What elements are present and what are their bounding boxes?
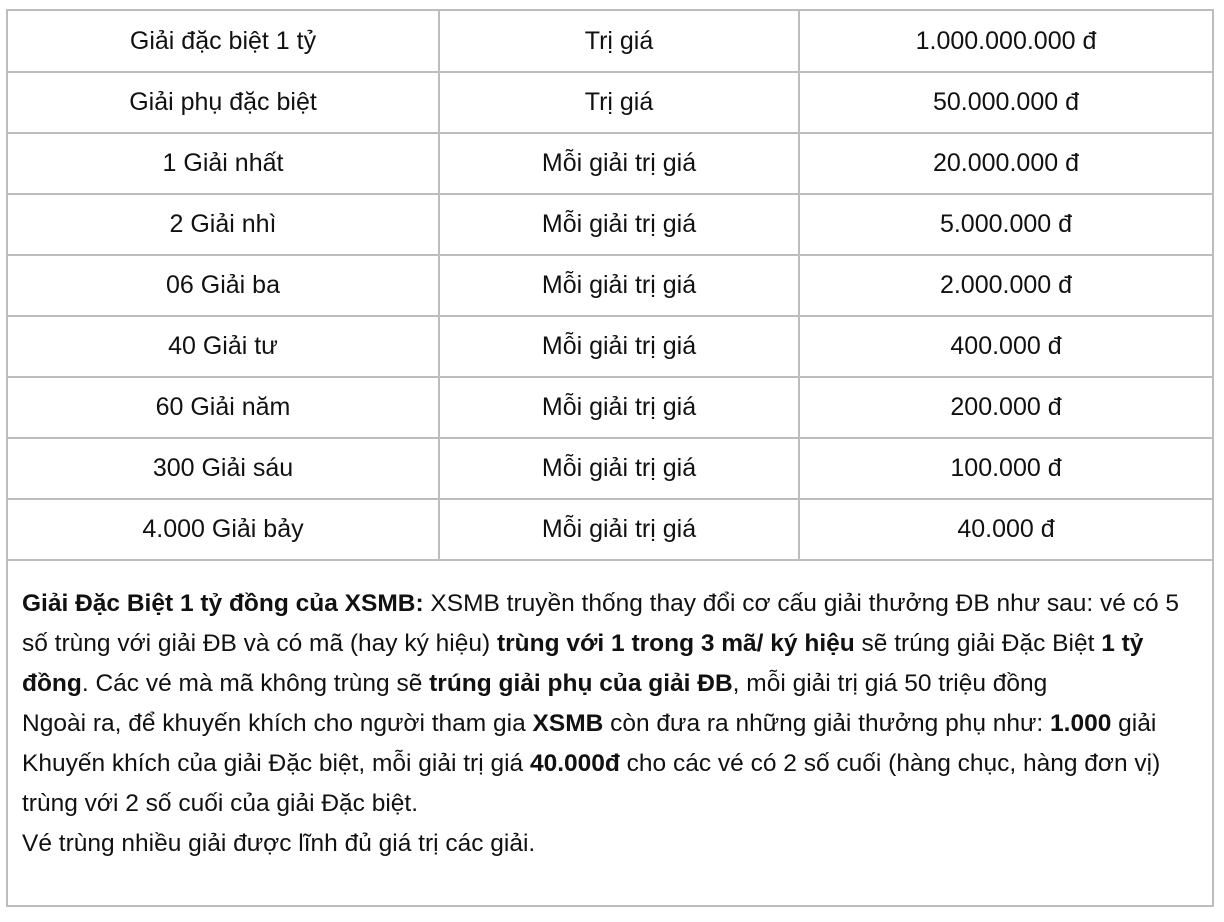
prize-name: 60 Giải năm bbox=[8, 377, 439, 438]
prize-desc: Mỗi giải trị giá bbox=[439, 255, 799, 316]
table-row bbox=[8, 194, 1212, 255]
prize-value: 5.000.000 đ bbox=[799, 194, 1212, 255]
prize-name: Giải đặc biệt 1 tỷ bbox=[8, 11, 439, 72]
note-text: . Các vé mà mã không trùng sẽ bbox=[81, 670, 430, 697]
table-row bbox=[8, 11, 1212, 72]
prize-name: 4.000 Giải bảy bbox=[8, 499, 439, 560]
prize-value: 1.000.000.000 đ bbox=[799, 11, 1212, 72]
table-row bbox=[8, 255, 1212, 316]
prize-value: 100.000 đ bbox=[799, 438, 1212, 499]
prize-value: 2.000.000 đ bbox=[799, 255, 1212, 316]
prize-desc: Mỗi giải trị giá bbox=[439, 316, 799, 377]
note-text: Ngoài ra, để khuyến khích cho người tham gia bbox=[22, 710, 533, 737]
prize-name: 1 Giải nhất bbox=[8, 133, 439, 194]
prize-value: 50.000.000 đ bbox=[799, 72, 1212, 133]
table-row bbox=[8, 316, 1212, 377]
note-bold: 1.000 bbox=[1050, 710, 1112, 737]
prize-desc: Mỗi giải trị giá bbox=[439, 438, 799, 499]
prize-name: 40 Giải tư bbox=[8, 316, 439, 377]
note-text: sẽ trúng giải Đặc Biệt bbox=[854, 630, 1102, 657]
prize-desc: Trị giá bbox=[439, 72, 799, 133]
note-text: còn đưa ra những giải thưởng phụ như: bbox=[603, 710, 1051, 737]
note-bold: 1 tỷ đồng bbox=[22, 630, 1144, 697]
prize-notes bbox=[8, 571, 1212, 864]
prize-info-box bbox=[6, 9, 1214, 907]
prize-name: 300 Giải sáu bbox=[8, 438, 439, 499]
prize-name: Giải phụ đặc biệt bbox=[8, 72, 439, 133]
multiple-prize-note: Vé trùng nhiều giải được lĩnh đủ giá trị các giải. bbox=[22, 830, 536, 857]
prize-table bbox=[8, 11, 1212, 561]
table-row bbox=[8, 72, 1212, 133]
table-row bbox=[8, 438, 1212, 499]
special-prize-note bbox=[22, 584, 1198, 704]
note-bold: 40.000đ bbox=[529, 750, 620, 777]
note-bold: trúng giải phụ của giải ĐB bbox=[429, 670, 733, 697]
prize-name: 06 Giải ba bbox=[8, 255, 439, 316]
consolation-prize-note bbox=[22, 704, 1198, 824]
table-row bbox=[8, 377, 1212, 438]
table-row bbox=[8, 133, 1212, 194]
prize-desc: Mỗi giải trị giá bbox=[439, 499, 799, 560]
prize-value: 20.000.000 đ bbox=[799, 133, 1212, 194]
prize-desc: Mỗi giải trị giá bbox=[439, 194, 799, 255]
note-text: , mỗi giải trị giá 50 triệu đồng bbox=[732, 670, 1048, 697]
table-row bbox=[8, 499, 1212, 560]
prize-name: 2 Giải nhì bbox=[8, 194, 439, 255]
prize-value: 400.000 đ bbox=[799, 316, 1212, 377]
prize-desc: Trị giá bbox=[439, 11, 799, 72]
prize-value: 40.000 đ bbox=[799, 499, 1212, 560]
note-text: XSMB truyền thống thay đổi cơ cấu giải thưởng ĐB như sau: vé có 5 số trùng với giải ĐB và có mã (hay ký hiệu) bbox=[22, 590, 1180, 657]
note-bold: trùng với 1 trong 3 mã/ ký hiệu bbox=[496, 630, 855, 657]
note-bold: XSMB bbox=[532, 710, 604, 737]
prize-value: 200.000 đ bbox=[799, 377, 1212, 438]
note-lead: Giải Đặc Biệt 1 tỷ đồng của XSMB: bbox=[22, 590, 424, 617]
note-text: cho các vé có 2 số cuối (hàng chục, hàng đơn vị) trùng với 2 số cuối của giải Đặc biệt. bbox=[22, 750, 1161, 817]
note-text: giải Khuyến khích của giải Đặc biệt, mỗi giải trị giá bbox=[22, 710, 1157, 777]
prize-desc: Mỗi giải trị giá bbox=[439, 133, 799, 194]
prize-desc: Mỗi giải trị giá bbox=[439, 377, 799, 438]
